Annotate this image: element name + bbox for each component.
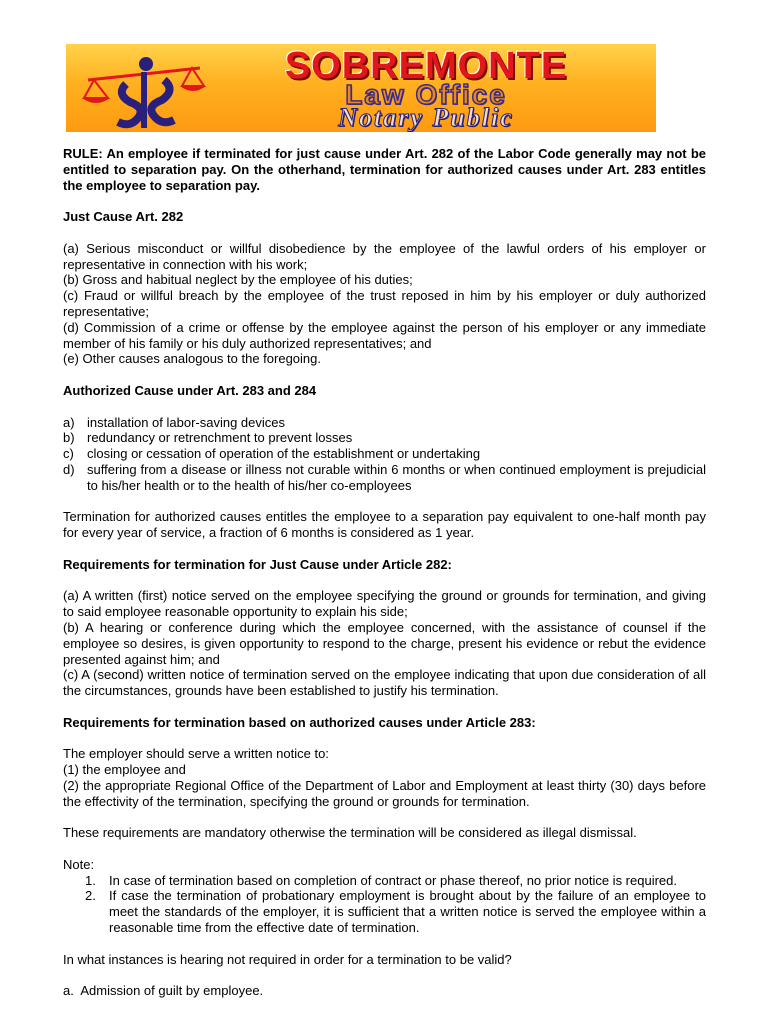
req-just-heading: Requirements for termination for Just Cause under Article 282: <box>63 556 452 572</box>
authorized-cause-list <box>63 415 706 494</box>
just-cause-item: (c) Fraud or willful breach by the employee of the trust reposed in him by his employer or duly authorized representative; <box>63 288 706 319</box>
just-cause-heading: Just Cause Art. 282 <box>63 209 184 225</box>
document-body <box>63 146 706 999</box>
req-auth-item: (2) the appropriate Regional Office of the Department of Labor and Employment at least thirty (30) days before the effectivity of the termination, specifying the ground or grounds for termination. <box>63 777 706 809</box>
list-item: c) closing or cessation of operation of the establishment or undertaking <box>63 446 481 462</box>
law-office-banner <box>66 44 656 132</box>
hearing-question: In what instances is hearing not required in order for a termination to be valid? <box>63 951 512 967</box>
req-auth-heading: Requirements for termination based on authorized causes under Article 283: <box>63 714 536 730</box>
banner-title: SOBREMONTE <box>284 45 568 87</box>
banner-tagline: Notary Public <box>338 103 514 132</box>
banner-subtitle: Law Office <box>345 79 507 110</box>
answer-item: a. Admission of guilt by employee. <box>63 983 264 999</box>
note-label: Note: <box>63 856 95 872</box>
req-just-item: (a) A written (first) notice served on the employee specifying the ground or grounds for termination, and giving to said employee reasonable opportunity to explain his side; <box>63 588 706 620</box>
just-cause-item: (d) Commission of a crime or offense by the employee against the person of his employer or any immediate member of his family or his duly authorized representatives; and <box>63 319 706 351</box>
rule-paragraph: RULE: An employee if terminated for just cause under Art. 282 of the Labor Code generally may not be entitled to separation pay. On the otherhand, termination for authorized causes under Art. 283 entitles the employee to separation pay. <box>63 146 706 193</box>
req-just-item: (b) A hearing or conference during which the employee concerned, with the assistance of counsel if the employee so desires, is given opportunity to respond to the charge, present his evidence or rebut the evidence presented against him; and <box>63 619 706 667</box>
list-item: a) installation of labor-saving devices <box>63 414 285 430</box>
list-item: 1. In case of termination based on completion of contract or phase thereof, no prior notice is required. <box>85 872 677 888</box>
authorized-cause-heading: Authorized Cause under Art. 283 and 284 <box>63 382 317 398</box>
scales-of-justice-icon <box>80 50 210 130</box>
req-auth-intro: The employer should serve a written notice to: <box>63 746 329 762</box>
just-cause-item: (a) Serious misconduct or willful disobedience by the employee of the lawful orders of his employer or representative in connection with his work; <box>63 240 706 272</box>
list-item: b) redundancy or retrenchment to prevent losses <box>63 430 353 446</box>
req-just-item: (c) A (second) written notice of termination served on the employee indicating that upon due consideration of all the circumstances, grounds have been established to justify his termination. <box>63 667 706 699</box>
separation-pay-paragraph: Termination for authorized causes entitles the employee to a separation pay equivalent to one-half month pay for every year of service, a fraction of 6 months is considered as 1 year. <box>63 509 706 541</box>
just-cause-item: (b) Gross and habitual neglect by the employee of his duties; <box>63 272 413 288</box>
mandatory-paragraph: These requirements are mandatory otherwise the termination will be considered as illegal dismissal. <box>63 825 637 841</box>
list-item: d) suffering from a disease or illness not curable within 6 months or when continued employment is prejudicial to his/her health or to the health of his/her co-employees <box>63 461 706 493</box>
note-list <box>63 873 706 936</box>
list-item: 2. If case the termination of probationary employment is brought about by the failure of an employee to meet the standards of the employer, it is sufficient that a written notice is served the employee within a reasonable time from the effective date of termination. <box>85 888 706 936</box>
req-auth-item: (1) the employee and <box>63 762 186 778</box>
just-cause-item: (e) Other causes analogous to the foregoing. <box>63 351 321 367</box>
